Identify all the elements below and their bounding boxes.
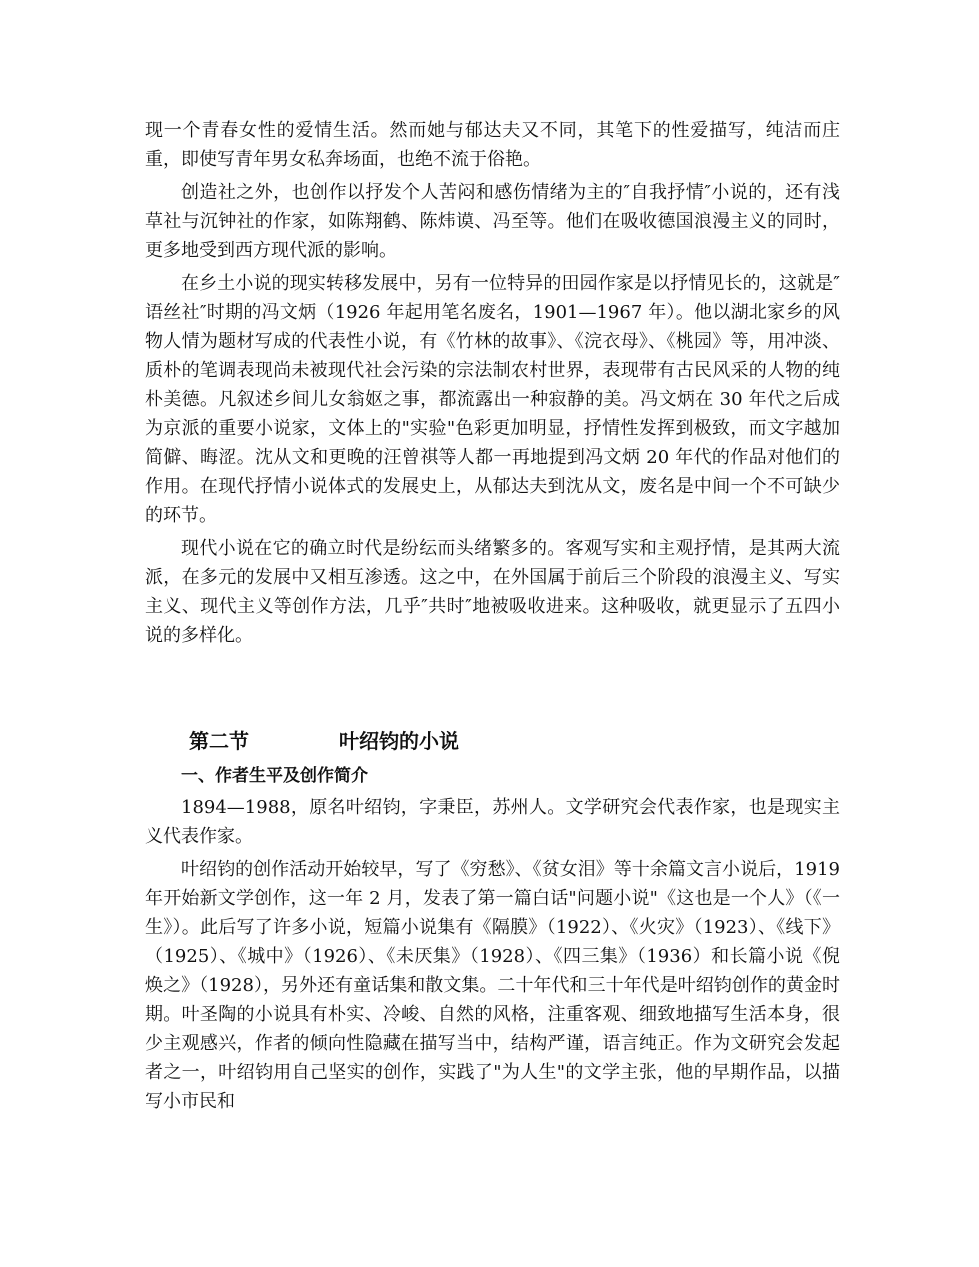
paragraph-creative-activity: 叶绍钧的创作活动开始较早，写了《穷愁》、《贫女泪》等十余篇文言小说后，1919 年开始新文学创作，这一年 2 月，发表了第一篇白话"问题小说"《这也是一个人》（《一生》）。此后写了许多小说，短篇小说集有《隔膜》（1922）、《火灾》（1923）、《线下》（1925）、《城中》（1926）、《未厌集》（1928）、《四三集》（1936）和长篇小说《倪焕之》（1928），另外还有童话集和散文集。二十年代和三十年代是叶绍钧创作的黄金时期。叶圣陶的小说具有朴实、冷峻、自然的风格，注重客观、细致地描写生活本身，很少主观感兴，作者的倾向性隐藏在描写当中，结构严谨，语言纯正。作为文研究会发起者之一，叶绍钧用自己坚实的创作，实践了"为人生"的文学主张，他的早期作品，以描写小市民和 (145, 859, 840, 1112)
subsection-heading: 一、作者生平及创作简介 (181, 766, 368, 786)
section-number: 第二节 (189, 729, 249, 753)
section-heading (189, 726, 840, 756)
paragraph-feng-wenbing: 在乡土小说的现实转移发展中，另有一位特异的田园作家是以抒情见长的，这就是″语丝社″时期的冯文炳（1926 年起用笔名废名，1901—1967 年）。他以湖北家乡的风物人情为题材写成的代表性小说，有《竹林的故事》、《浣衣母》、《桃园》等，用冲淡、质朴的笔调表现尚未被现代社会污染的宗法制农村世界，表现带有古民风采的人物的纯朴美德。凡叙述乡间儿女翁妪之事，都流露出一种寂静的美。冯文炳在 30 年代之后成为京派的重要小说家，文体上的"实验"色彩更加明显，抒情性发挥到极致，而文字越加简僻、晦涩。沈从文和更晚的汪曾祺等人都一再地提到冯文炳 20 年代的作品对他们的作用。在现代抒情小说体式的发展史上，从郁达夫到沈从文，废名是中间一个不可缺少的环节。 (145, 273, 840, 526)
paragraph-self-lyric-novel: 创造社之外，也创作以抒发个人苦闷和感伤情绪为主的″自我抒情″小说的，还有浅草社与沉钟社的作家，如陈翔鹤、陈炜谟、冯至等。他们在吸收德国浪漫主义的同时，更多地受到西方现代派的影响。 (145, 182, 840, 261)
paragraph-continued: 现一个青春女性的爱情生活。然而她与郁达夫又不同，其笔下的性爱描写，纯洁而庄重，即使写青年男女私奔场面，也绝不流于俗艳。 (145, 120, 840, 170)
section-title: 叶绍钧的小说 (339, 729, 459, 753)
document-page (145, 116, 840, 1120)
paragraph-modern-novel-summary: 现代小说在它的确立时代是纷纭而头绪繁多的。客观写实和主观抒情，是其两大流派，在多元的发展中又相互渗透。这之中，在外国属于前后三个阶段的浪漫主义、写实主义、现代主义等创作方法，几乎″共时″地被吸收进来。这种吸收，就更显示了五四小说的多样化。 (145, 538, 840, 646)
paragraph-author-bio: 1894—1988，原名叶绍钧，字秉臣，苏州人。文学研究会代表作家，也是现实主义代表作家。 (145, 797, 840, 847)
